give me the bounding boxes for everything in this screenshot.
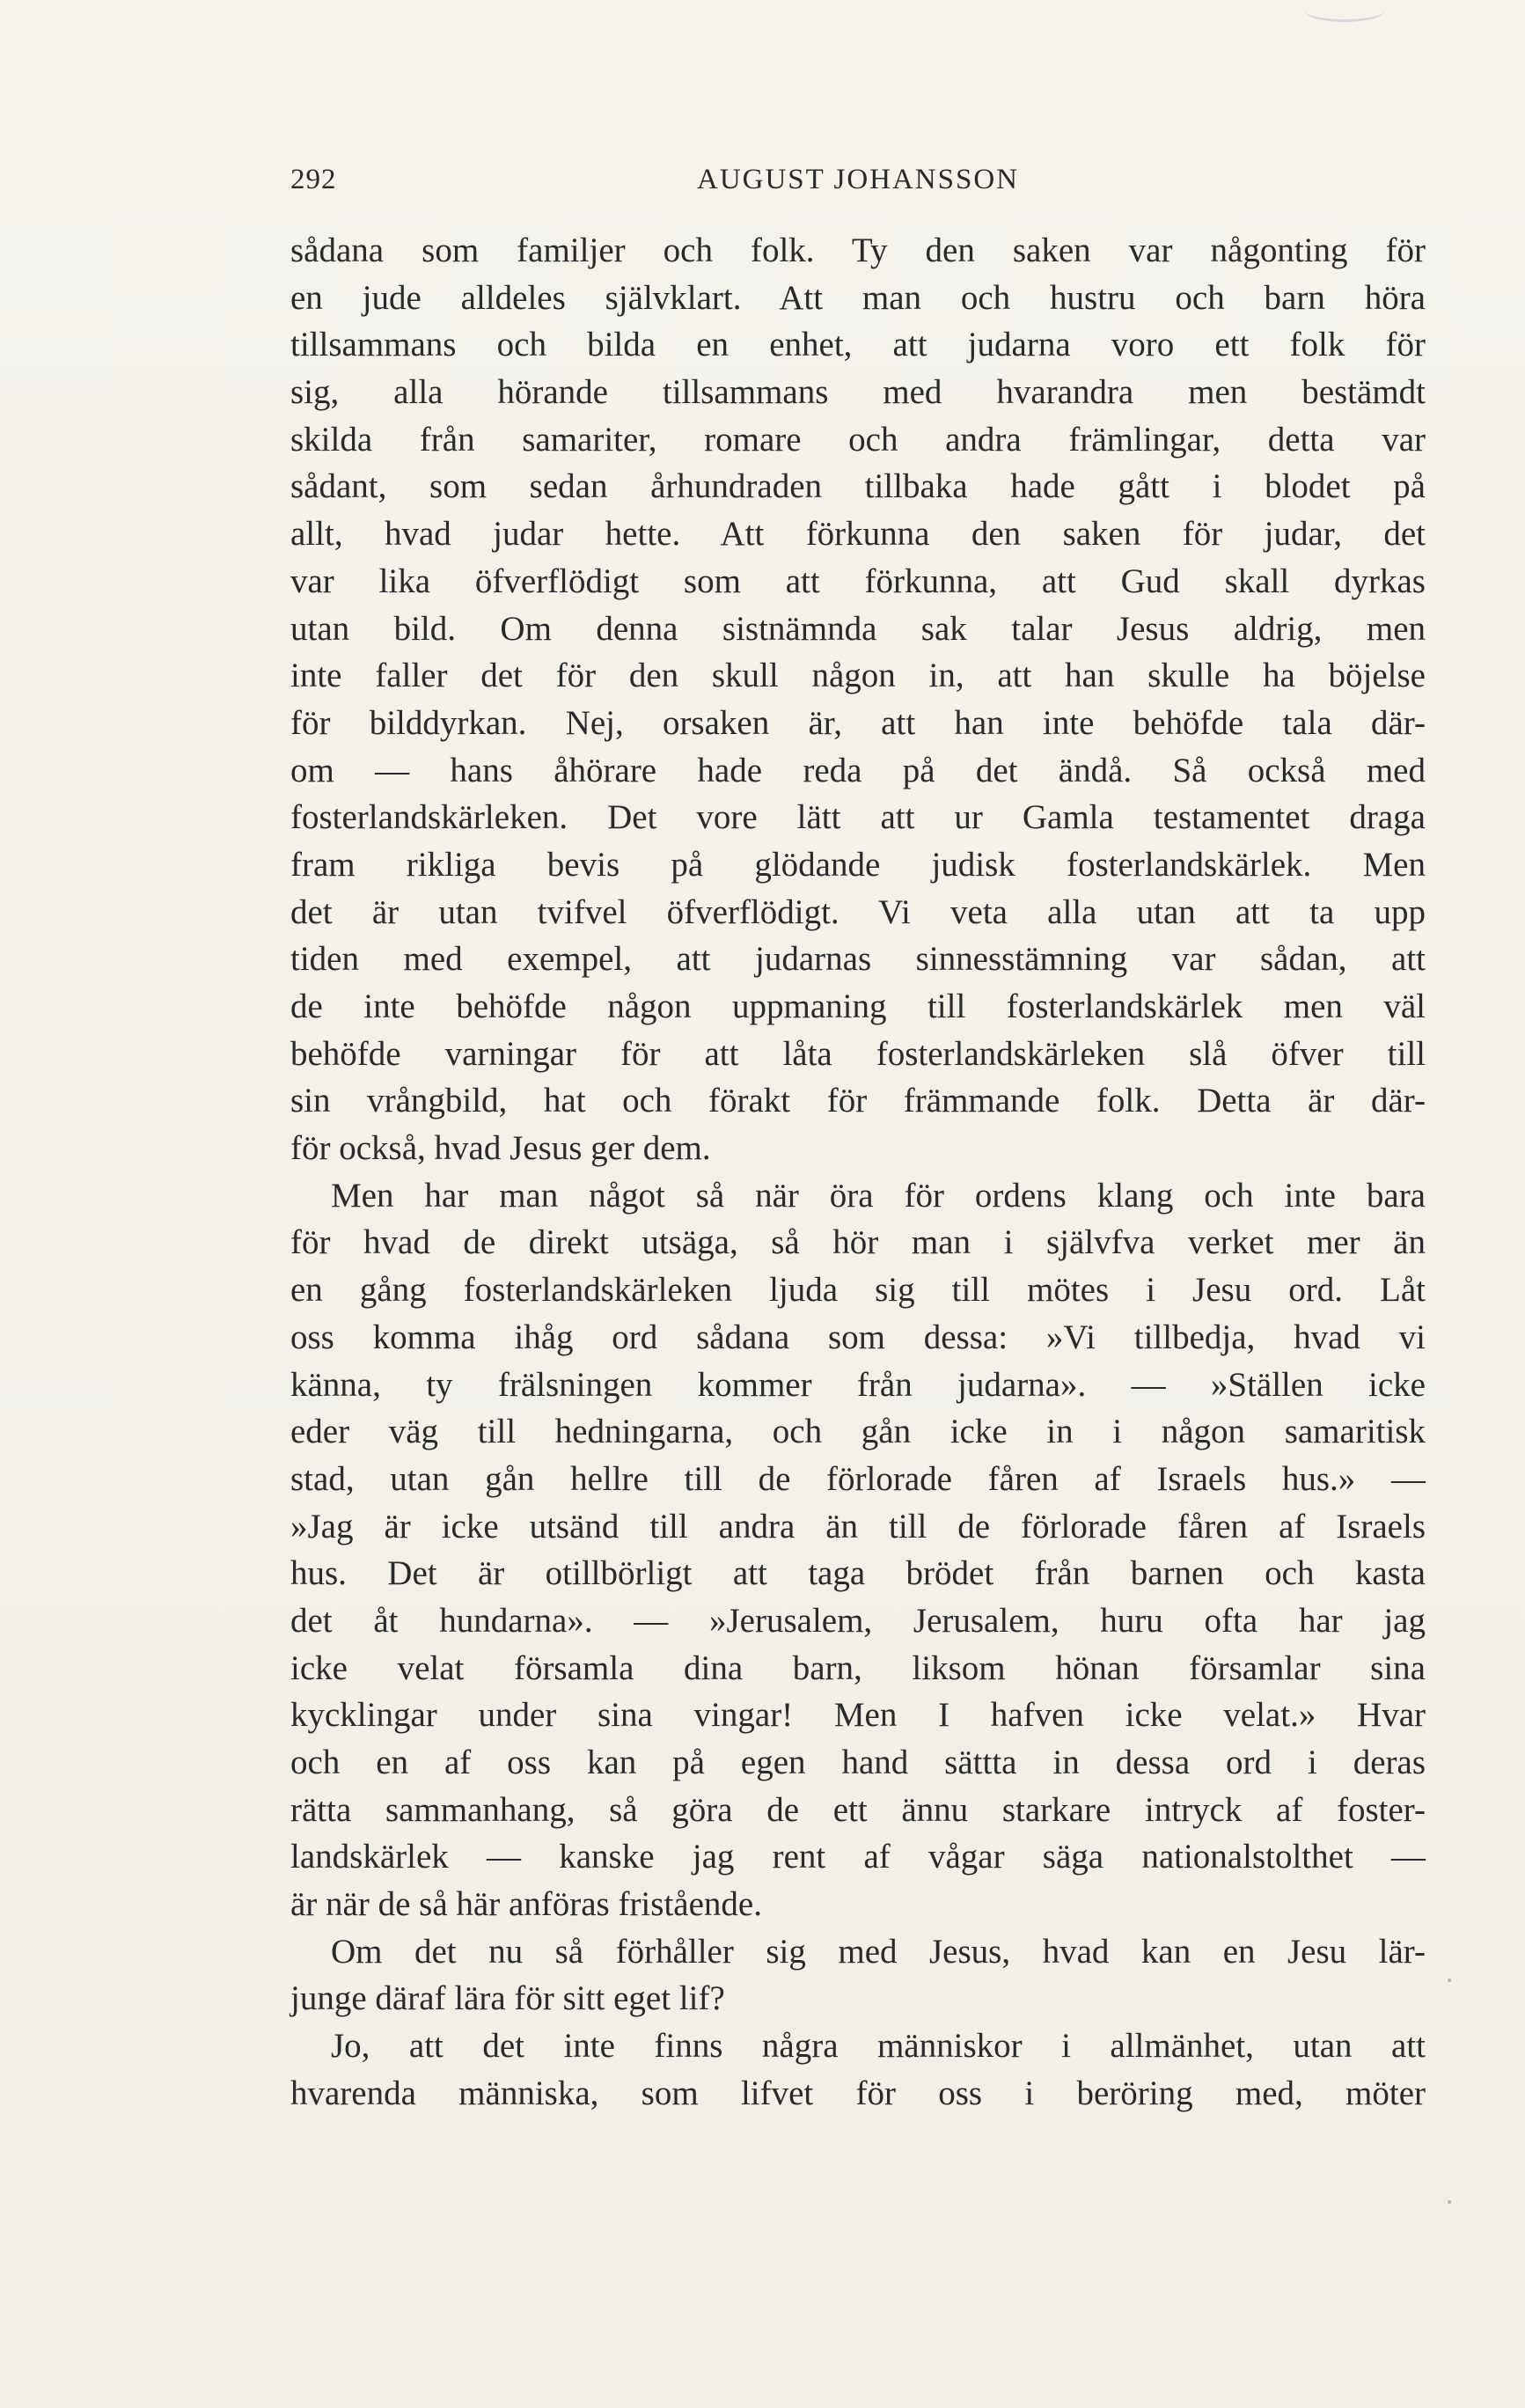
text-line: för hvad de direkt utsäga, så hör man i självfva verket mer än <box>290 1223 1426 1262</box>
text-line: Om det nu så förhåller sig med Jesus, hvad kan en Jesu lär- <box>331 1932 1426 1971</box>
text-line: är när de så här anföras fristående. <box>290 1885 762 1924</box>
text-line: sin vrångbild, hat och förakt för främmande folk. Detta är där- <box>290 1082 1426 1120</box>
body-text <box>290 227 1426 2118</box>
header-title: AUGUST JOHANSSON <box>696 164 1020 195</box>
page-corner-mark <box>1305 0 1384 22</box>
paper-speck <box>1448 2200 1451 2204</box>
text-line: fram rikliga bevis på glödande judisk fosterlandskärlek. Men <box>290 845 1426 884</box>
text-line: tiden med exempel, att judarnas sinnesstämning var sådan, att <box>290 940 1426 979</box>
text-line: kycklingar under sina vingar! Men I hafven icke velat.» Hvar <box>290 1696 1426 1735</box>
text-line: tillsammans och bilda en enhet, att judarna voro ett folk för <box>290 326 1426 364</box>
text-line: sådana som familjer och folk. Ty den saken var någonting för <box>290 231 1426 269</box>
text-line: Jo, att det inte finns några människor i allmänhet, utan att <box>331 2027 1426 2066</box>
text-line: hvarenda människa, som lifvet för oss i beröring med, möter <box>290 2074 1426 2112</box>
text-line: allt, hvad judar hette. Att förkunna den saken för judar, det <box>290 515 1426 554</box>
running-head <box>290 164 1426 208</box>
text-line: det åt hundarna». — »Jerusalem, Jerusalem, huru ofta har jag <box>290 1601 1426 1640</box>
text-line: »Jag är icke utsänd till andra än till de förlorade fåren af Israels <box>290 1507 1426 1545</box>
text-line: behöfde varningar för att låta fosterlandskärleken slå öfver till <box>290 1034 1426 1073</box>
text-line: icke velat församla dina barn, liksom hönan församlar sina <box>290 1648 1426 1687</box>
text-line: eder väg till hedningarna, och gån icke in i någon samaritisk <box>290 1413 1426 1451</box>
text-line: för bilddyrkan. Nej, orsaken är, att han inte behöfde tala där- <box>290 703 1426 742</box>
paper-speck <box>1448 1979 1451 1982</box>
text-line: fosterlandskärleken. Det vore lätt att ur Gamla testamentet draga <box>290 798 1426 837</box>
text-line: utan bild. Om denna sistnämnda sak talar Jesus aldrig, men <box>290 609 1426 648</box>
page-number: 292 <box>290 164 337 195</box>
text-line: sådant, som sedan århundraden tillbaka hade gått i blodet på <box>290 467 1426 506</box>
text-line: en jude alldeles självklart. Att man och hustru och barn höra <box>290 278 1426 317</box>
text-line: var lika öfverflödigt som att förkunna, att Gud skall dyrkas <box>290 562 1426 600</box>
text-line: känna, ty frälsningen kommer från judarna». — »Ställen icke <box>290 1365 1426 1404</box>
text-line: junge däraf lära för sitt eget lif? <box>290 1979 725 2018</box>
text-line: om — hans åhörare hade reda på det ändå. Så också med <box>290 751 1426 789</box>
text-line: och en af oss kan på egen hand sättta in dessa ord i deras <box>290 1744 1426 1781</box>
text-line: rätta sammanhang, så göra de ett ännu starkare intryck af foster- <box>290 1790 1426 1829</box>
text-line: en gång fosterlandskärleken ljuda sig till mötes i Jesu ord. Låt <box>290 1271 1426 1310</box>
text-line: inte faller det för den skull någon in, att han skulle ha böjelse <box>290 657 1426 695</box>
text-line: för också, hvad Jesus ger dem. <box>290 1129 711 1168</box>
text-line: Men har man något så när öra för ordens klang och inte bara <box>331 1176 1426 1215</box>
text-line: stad, utan gån hellre till de förlorade fåren af Israels hus.» — <box>290 1459 1426 1498</box>
text-line: landskärlek — kanske jag rent af vågar säga nationalstolthet — <box>290 1838 1426 1876</box>
text-line: oss komma ihåg ord sådana som dessa: »Vi tillbedja, hvad vi <box>290 1318 1426 1356</box>
text-line: det är utan tvifvel öfverflödigt. Vi veta alla utan att ta upp <box>290 892 1426 931</box>
text-line: de inte behöfde någon uppmaning till fosterlandskärlek men väl <box>290 987 1426 1025</box>
text-line: hus. Det är otillbörligt att taga brödet från barnen och kasta <box>290 1554 1426 1593</box>
text-line: skilda från samariter, romare och andra främlingar, detta var <box>290 420 1426 459</box>
text-line: sig, alla hörande tillsammans med hvarandra men bestämdt <box>290 373 1426 412</box>
